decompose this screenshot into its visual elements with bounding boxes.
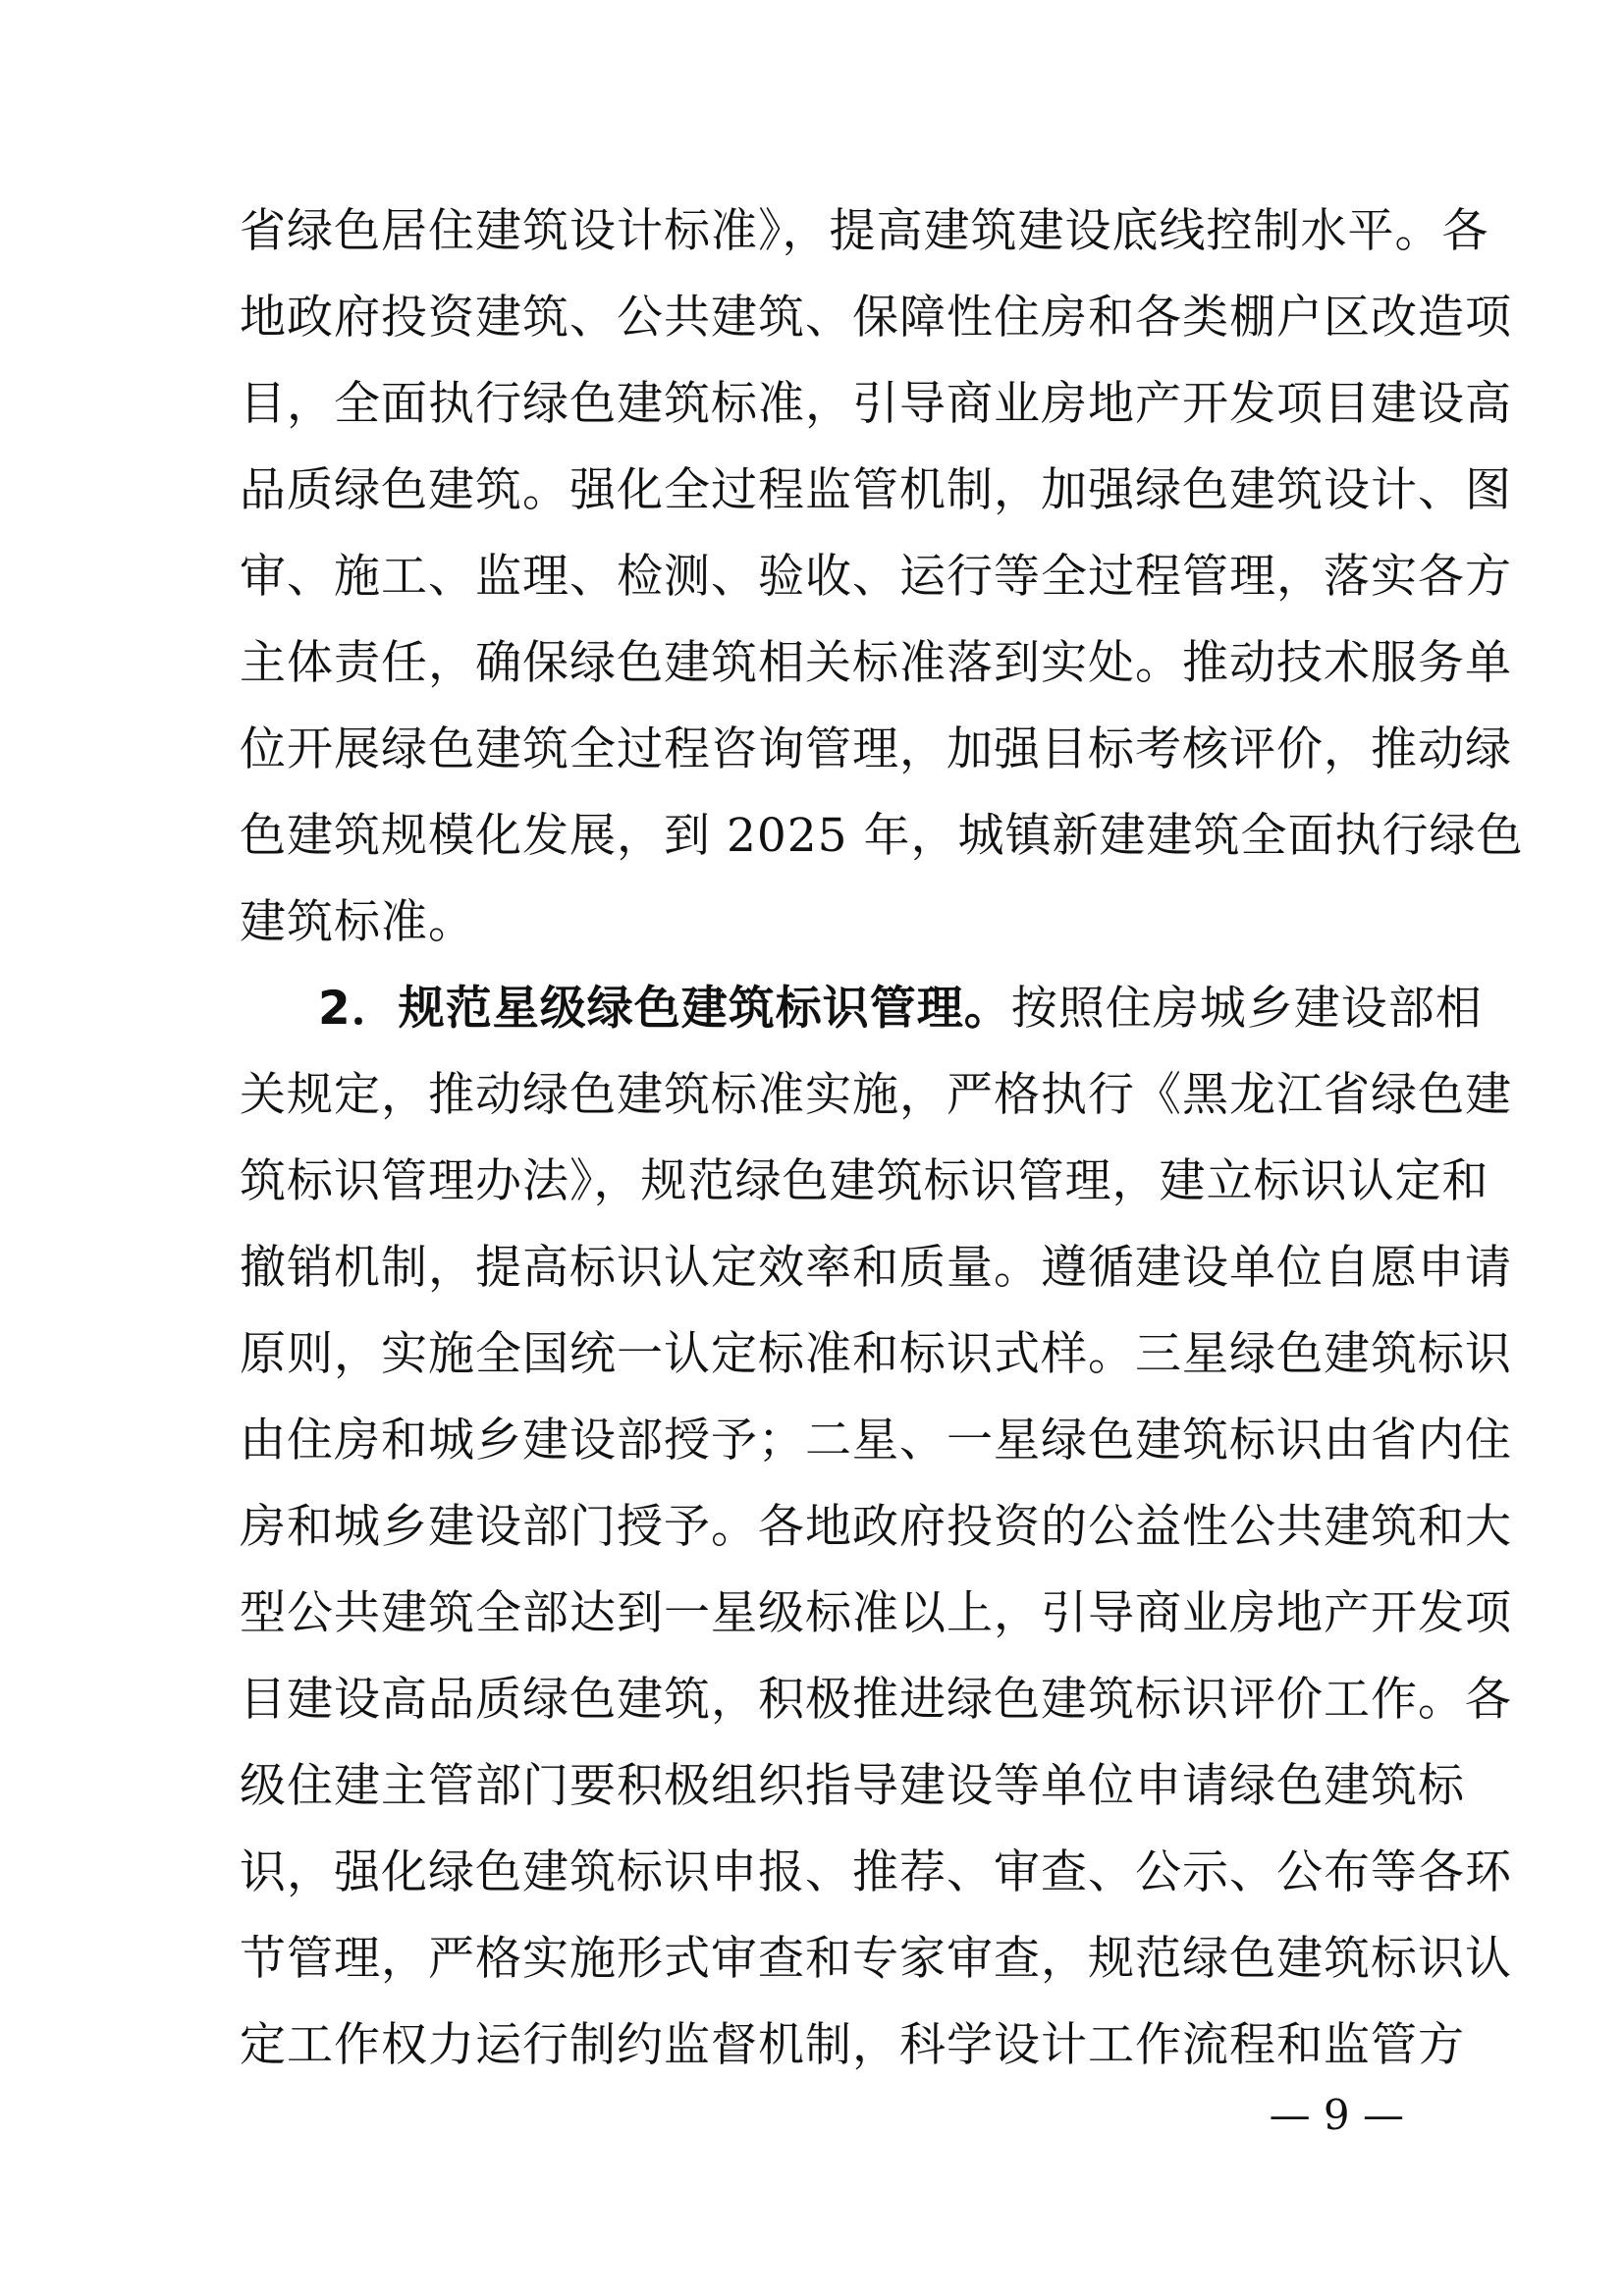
text-line: 筑标识管理办法》，规范绿色建筑标识管理，建立标识认定和 <box>240 1154 1489 1208</box>
text-line: 审、施工、监理、检测、验收、运行等全过程管理，落实各方 <box>240 550 1512 604</box>
text-line: 原则，实施全国统一认定标准和标识式样。三星绿色建筑标识 <box>240 1327 1512 1381</box>
text-line: 节管理，严格实施形式审查和专家审查，规范绿色建筑标识认 <box>240 1932 1512 1986</box>
text-line: 主体责任，确保绿色建筑相关标准落到实处。推动技术服务单 <box>240 636 1512 690</box>
section-heading-line <box>318 970 1483 1048</box>
text-line: 型公共建筑全部达到一星级标准以上，引导商业房地产开发项 <box>240 1586 1512 1640</box>
text-line: 关规定，推动绿色建筑标准实施，严格执行《黑龙江省绿色建 <box>240 1068 1512 1122</box>
text-line: 房和城乡建设部门授予。各地政府投资的公益性公共建筑和大 <box>240 1500 1512 1554</box>
heading-line-text: 按照住房城乡建设部相 <box>1010 982 1483 1036</box>
text-line: 色建筑规模化发展，到 2025 年，城镇新建建筑全面执行绿色 <box>240 809 1524 863</box>
page-number: — 9 — <box>1269 2091 1404 2139</box>
text-line: 省绿色居住建筑设计标准》，提高建筑建设底线控制水平。各 <box>240 204 1489 258</box>
text-line: 由住房和城乡建设部授予；二星、一星绿色建筑标识由省内住 <box>240 1414 1512 1468</box>
text-line: 撤销机制，提高标识认定效率和质量。遵循建设单位自愿申请 <box>240 1241 1512 1295</box>
text-line: 定工作权力运行制约监督机制，科学设计工作流程和监管方 <box>240 2018 1465 2072</box>
text-line: 级住建主管部门要积极组织指导建设等单位申请绿色建筑标 <box>240 1759 1465 1813</box>
section-heading: 2．规范星级绿色建筑标识管理。 <box>318 982 1011 1036</box>
text-line: 识，强化绿色建筑标识申报、推荐、审查、公示、公布等各环 <box>240 1845 1512 1899</box>
text-line: 目建设高品质绿色建筑，积极推进绿色建筑标识评价工作。各 <box>240 1673 1512 1727</box>
text-line: 位开展绿色建筑全过程咨询管理，加强目标考核评价，推动绿 <box>240 722 1512 776</box>
text-line: 品质绿色建筑。强化全过程监管机制，加强绿色建筑设计、图 <box>240 463 1512 517</box>
text-line: 地政府投资建筑、公共建筑、保障性住房和各类棚户区改造项 <box>240 291 1512 345</box>
text-line: 建筑标准。 <box>240 895 475 949</box>
text-line: 目，全面执行绿色建筑标准，引导商业房地产开发项目建设高 <box>240 377 1512 431</box>
